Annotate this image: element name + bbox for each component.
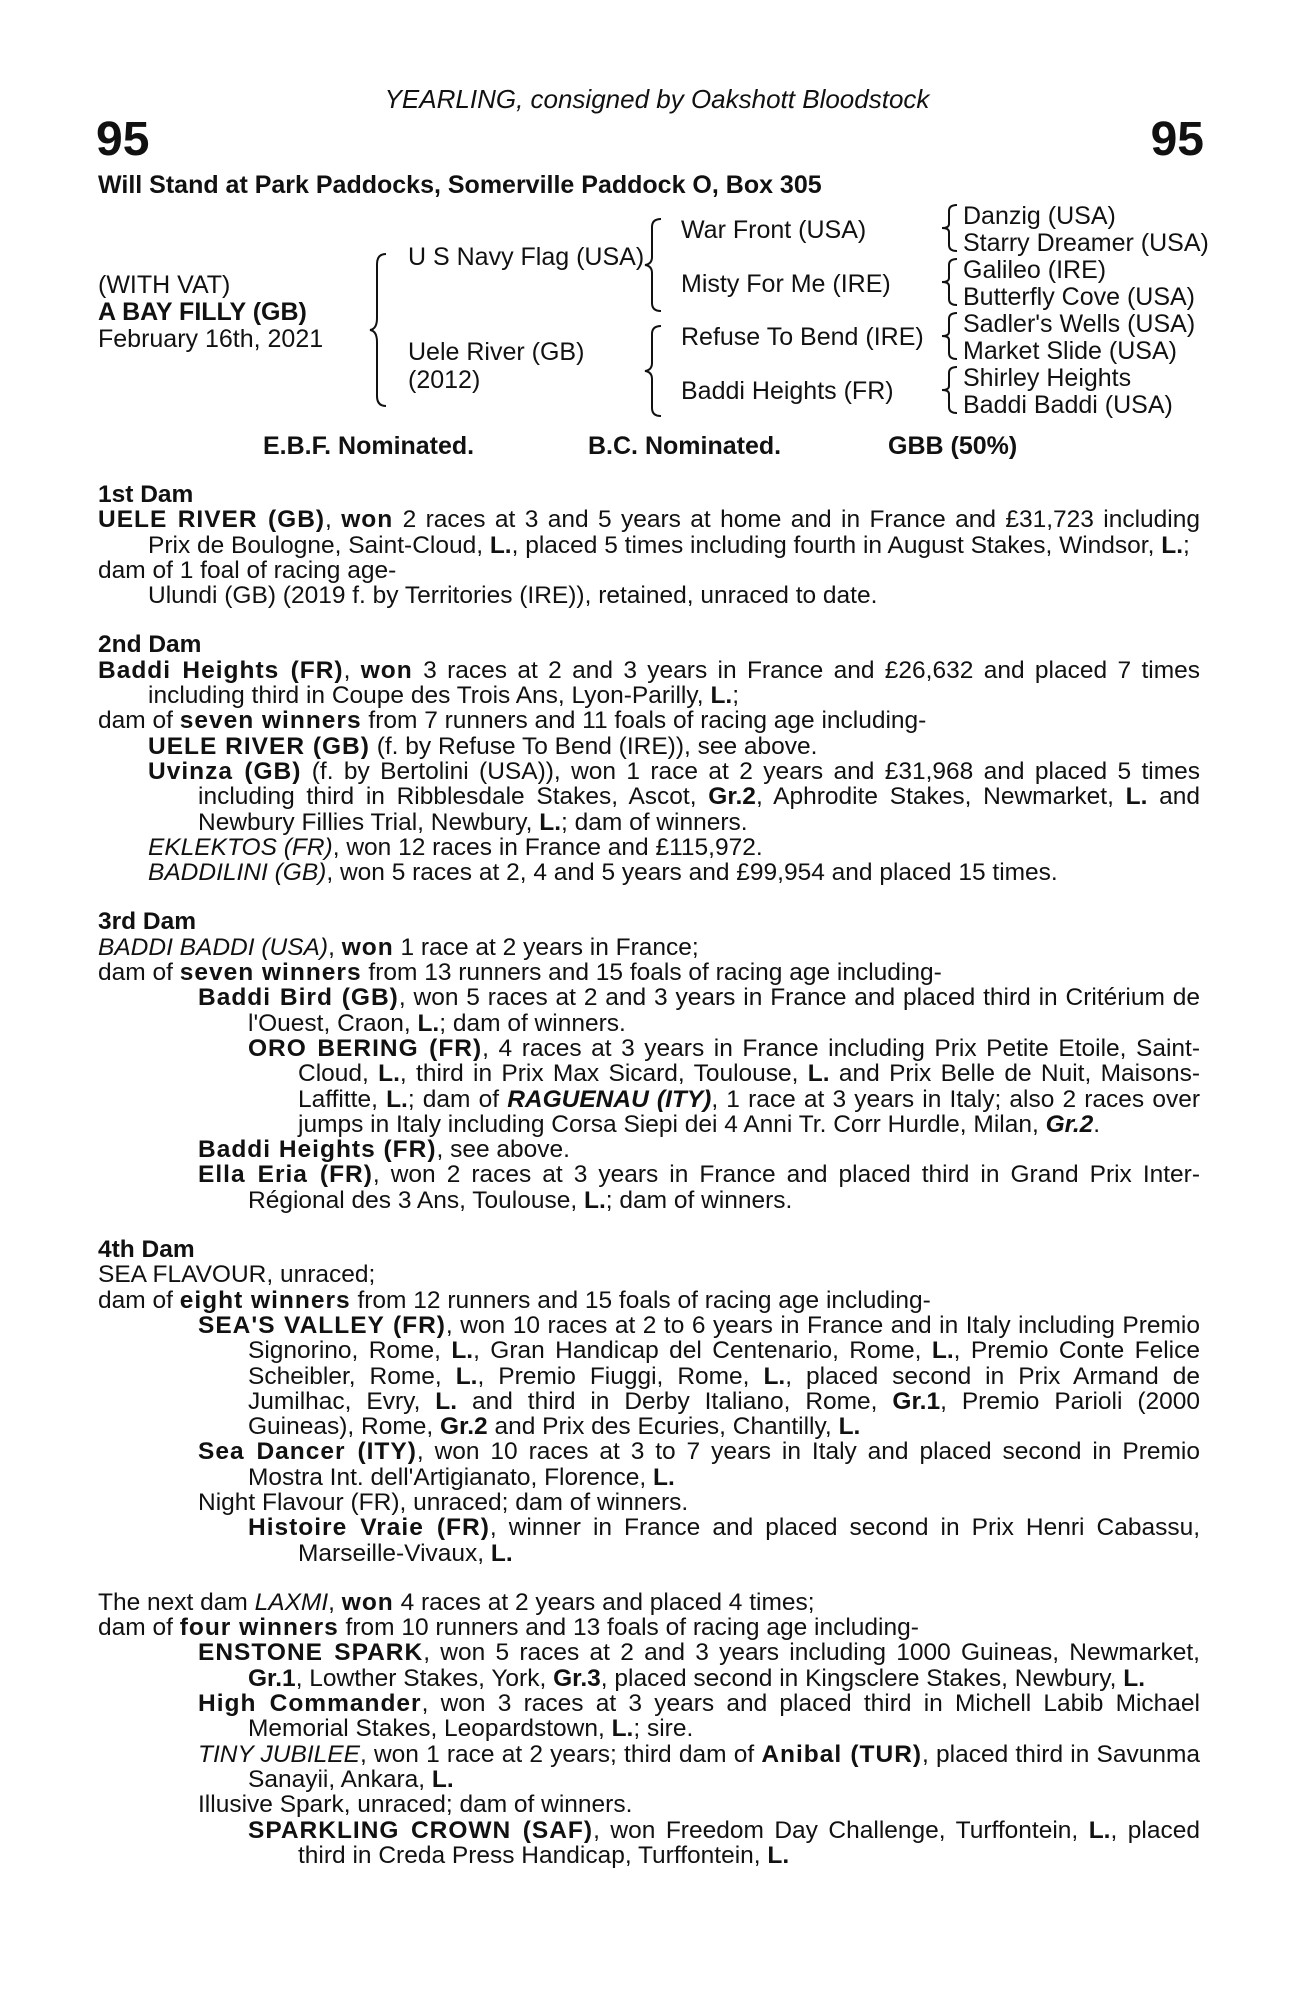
gen3-ssd: Starry Dreamer (USA) bbox=[963, 229, 1209, 257]
pedigree-bracket-3 bbox=[649, 326, 663, 416]
entry-text: ; dam of winners. bbox=[561, 808, 748, 836]
entry-text: . bbox=[1093, 1110, 1101, 1138]
entry-name: EKLEKTOS (FR) bbox=[148, 833, 333, 861]
won-label: won bbox=[360, 656, 413, 684]
listed-mark: L. bbox=[1123, 1664, 1146, 1692]
progeny-name: RAGUENAU (ITY) bbox=[507, 1085, 712, 1113]
entry-text: , Premio Fiuggi, Rome, bbox=[477, 1362, 764, 1390]
entry-text: , winner in France and placed second in Prix Henri Cabassu, Marseille-Vivaux, bbox=[298, 1514, 1201, 1567]
catalogue-body bbox=[98, 482, 1200, 1868]
listed-mark: L. bbox=[417, 1009, 440, 1037]
gen3-dss: Sadler's Wells (USA) bbox=[963, 310, 1196, 338]
dam3-entry-3 bbox=[98, 1162, 1200, 1213]
dam-of-post: from 10 runners and 13 foals of racing age including- bbox=[338, 1614, 919, 1642]
entry-text: and Prix Belle de Nuit, Maisons-Laffitte, bbox=[298, 1060, 1200, 1113]
entry-name: TINY JUBILEE bbox=[198, 1740, 360, 1768]
listed-mark: L. bbox=[1161, 531, 1184, 559]
dam5-pre: The next dam bbox=[98, 1588, 255, 1616]
entry-name: SPARKLING CROWN (SAF) bbox=[248, 1816, 594, 1844]
listed-mark: L. bbox=[378, 1060, 400, 1088]
entry-text: , Lowther Stakes, York, bbox=[295, 1664, 554, 1692]
pedigree-bracket-1 bbox=[374, 254, 388, 406]
entry-text: and third in Derby Italiano, Rome, bbox=[457, 1387, 893, 1415]
dam1-dam-of: dam of 1 foal of racing age- bbox=[98, 556, 397, 584]
entry-text: , won 1 race at 2 years; third dam of bbox=[359, 1740, 762, 1768]
dam2-record: Baddi Heights (FR), won 3 races at 2 and 3 years in France and £26,632 and placed 7 times including third in Coupe des Trois Ans, Lyon-Parilly, L.; bbox=[98, 656, 1200, 710]
dam4-entry-1 bbox=[98, 1313, 1200, 1439]
entry-text: , Gran Handicap del Centenario, Rome, bbox=[473, 1337, 932, 1365]
entry-text: and Newbury Fillies Trial, Newbury, bbox=[198, 783, 1200, 836]
entry-text: , won 5 races at 2, 4 and 5 years and £99,954 and placed 15 times. bbox=[326, 859, 1058, 887]
dam5-entry-4: Illusive Spark, unraced; dam of winners. bbox=[198, 1791, 633, 1819]
dam3-text: 1 race at 2 years in France; bbox=[393, 933, 699, 961]
entry-text: , won 2 races at 3 years in France and placed third in Grand Prix Inter-Régional des 3 Ans, Toulouse, bbox=[248, 1161, 1200, 1214]
stand-location: Will Stand at Park Paddocks, Somerville Paddock O, Box 305 bbox=[98, 171, 822, 199]
dam5-entry-4-progeny bbox=[98, 1818, 1200, 1869]
dam5-dam-of bbox=[98, 1615, 1200, 1640]
won-label: won bbox=[341, 933, 394, 961]
entry-name: ORO BERING (FR) bbox=[248, 1034, 483, 1062]
won-label: won bbox=[341, 506, 394, 534]
lot-number-right: 95 bbox=[1150, 113, 1204, 166]
dam5-comma: , bbox=[328, 1588, 342, 1616]
gen3-dds: Shirley Heights bbox=[963, 364, 1132, 392]
catalogue-subtitle: YEARLING, consigned by Oakshott Bloodstock bbox=[384, 84, 930, 114]
dam2-entry-2 bbox=[98, 759, 1200, 835]
dam4-entry-3-progeny bbox=[98, 1515, 1200, 1566]
listed-mark: L. bbox=[807, 1060, 830, 1088]
dam3-entry-1-progeny bbox=[98, 1036, 1200, 1137]
entry-text: , Aphrodite Stakes, Newmarket, bbox=[755, 783, 1126, 811]
entry-name: Baddi Bird (GB) bbox=[198, 984, 399, 1012]
group-mark: Gr.2 bbox=[708, 783, 756, 811]
dam-of-pre: dam of bbox=[98, 1614, 180, 1642]
winners-count: seven winners bbox=[179, 707, 362, 735]
dam3-dam-of bbox=[98, 960, 1200, 985]
dam2-text: 3 races at 2 and 3 years in France and £26,632 and placed 7 times including third in Coupe des Trois Ans, Lyon-Parilly, bbox=[148, 656, 1200, 710]
dam2-entry-4 bbox=[98, 860, 1200, 885]
dam4-entry-3: Night Flavour (FR), unraced; dam of winners. bbox=[198, 1488, 689, 1516]
dam2-name: Baddi Heights (FR) bbox=[98, 656, 344, 684]
entry-name: UELE RIVER (GB) bbox=[148, 732, 370, 760]
entry-text: , won 5 races at 2 and 3 years including 1000 Guineas, Newmarket, bbox=[423, 1639, 1200, 1667]
progeny-name: Anibal (TUR) bbox=[761, 1740, 923, 1768]
listed-mark: L. bbox=[386, 1085, 408, 1113]
dam5-entry-3 bbox=[98, 1742, 1200, 1793]
dam1-text3: ; bbox=[1183, 531, 1190, 559]
group-mark: Gr.3 bbox=[553, 1664, 601, 1692]
listed-mark: L. bbox=[767, 1841, 790, 1869]
listed-mark: L. bbox=[611, 1715, 634, 1743]
entry-name: High Commander bbox=[198, 1690, 422, 1718]
listed-mark: L. bbox=[431, 1765, 454, 1793]
group-mark: Gr.1 bbox=[248, 1664, 296, 1692]
dam5-entry-2 bbox=[98, 1691, 1200, 1742]
pedigree-bracket-4 bbox=[945, 205, 959, 251]
dam4-heading: 4th Dam bbox=[98, 1236, 195, 1264]
listed-mark: L. bbox=[539, 808, 562, 836]
dam1-heading: 1st Dam bbox=[98, 481, 194, 508]
entry-text: , Premio Parioli (2000 Guineas), Rome, bbox=[248, 1387, 1200, 1441]
dam-dam: Baddi Heights (FR) bbox=[681, 377, 894, 405]
lot-number-left: 95 bbox=[96, 113, 150, 166]
listed-mark: L. bbox=[838, 1413, 861, 1441]
entry-text: , placed third in Savunma Sanayii, Ankara, bbox=[248, 1740, 1201, 1793]
entry-text: , won 12 races in France and £115,972. bbox=[332, 833, 763, 861]
dam2-text2: ; bbox=[732, 682, 740, 710]
dam3-record: BADDI BADDI (USA), won 1 race at 2 years in France; bbox=[98, 933, 699, 961]
entry-name: SEA'S VALLEY (FR) bbox=[198, 1311, 446, 1339]
entry-text: and Prix des Ecuries, Chantilly, bbox=[487, 1413, 839, 1441]
entry-text: ; dam of winners. bbox=[439, 1009, 626, 1037]
dam1-foal: Ulundi (GB) (2019 f. by Territories (IRE)), retained, unraced to date. bbox=[148, 582, 878, 610]
entry-text: , won 10 races at 3 to 7 years in Italy and placed second in Premio Mostra Int. dell'Artigianato, Florence, bbox=[248, 1438, 1200, 1491]
entry-text: , Premio Conte Felice Scheibler, Rome, bbox=[248, 1337, 1201, 1390]
dam3-entry-1 bbox=[98, 985, 1200, 1036]
dam4-entry-2 bbox=[98, 1439, 1200, 1490]
entry-name: ENSTONE SPARK bbox=[198, 1639, 424, 1667]
dam-of-pre: dam of bbox=[98, 959, 180, 987]
gen3-sss: Danzig (USA) bbox=[963, 202, 1116, 230]
dam1-name: UELE RIVER (GB) bbox=[98, 506, 326, 534]
listed-mark: L. bbox=[1125, 783, 1148, 811]
entry-text: , third in Prix Max Sicard, Toulouse, bbox=[399, 1060, 808, 1088]
entry-text: , placed third in Creda Press Handicap, Turffontein, bbox=[298, 1816, 1201, 1869]
entry-text: , won 10 races at 2 to 6 years in France and in Italy including Premio Signorino, Rome, bbox=[248, 1311, 1200, 1365]
entry-text: , won 3 races at 3 years and placed third in Michell Labib Michael Memorial Stakes, Leopardstown, bbox=[248, 1690, 1201, 1743]
group-mark: Gr.2 bbox=[440, 1413, 488, 1441]
entry-text: (f. by Refuse To Bend (IRE)), see above. bbox=[369, 732, 818, 760]
pedigree-bracket-7 bbox=[945, 367, 959, 413]
listed-mark: L. bbox=[763, 1362, 786, 1390]
listed-mark: L. bbox=[490, 1539, 513, 1567]
dam3-name: BADDI BADDI (USA) bbox=[98, 933, 329, 961]
dam-of-post: from 13 runners and 15 foals of racing age including- bbox=[361, 959, 942, 987]
dam3-entry-2 bbox=[98, 1137, 1200, 1162]
sire-sire: War Front (USA) bbox=[681, 216, 867, 244]
foaling-date: February 16th, 2021 bbox=[98, 325, 324, 353]
dam5-entry-1 bbox=[98, 1640, 1200, 1691]
entry-name: Uvinza (GB) bbox=[148, 757, 302, 785]
dam2-entry-1 bbox=[98, 734, 1200, 759]
dam-name: Uele River (GB) bbox=[408, 338, 585, 366]
entry-text: , see above. bbox=[436, 1136, 570, 1164]
sire-dam: Misty For Me (IRE) bbox=[681, 270, 891, 298]
entry-name: Sea Dancer (ITY) bbox=[198, 1438, 417, 1466]
dam1-text: 2 races at 3 and 5 years at home and in France and £31,723 including Prix de Boulogne, Saint-Cloud, bbox=[148, 506, 1200, 559]
dam-of-pre: dam of bbox=[98, 707, 180, 735]
entry-name: Ella Eria (FR) bbox=[198, 1161, 373, 1189]
listed-mark: L. bbox=[931, 1337, 954, 1365]
gen3-dsd: Market Slide (USA) bbox=[963, 337, 1177, 365]
entry-text: , placed second in Kingsclere Stakes, Newbury, bbox=[600, 1664, 1124, 1692]
group-mark: Gr.1 bbox=[892, 1387, 941, 1415]
listed-mark: L. bbox=[653, 1463, 675, 1491]
dam-of-post: from 12 runners and 15 foals of racing age including- bbox=[350, 1286, 931, 1314]
listed-mark: L. bbox=[710, 682, 733, 710]
entry-text: ; dam of winners. bbox=[605, 1186, 793, 1214]
entry-text: , placed second in Prix Armand de Jumilhac, Evry, bbox=[248, 1362, 1201, 1415]
dam5-name: LAXMI bbox=[254, 1588, 329, 1616]
bc-nomination: B.C. Nominated. bbox=[588, 432, 782, 460]
vat-note: (WITH VAT) bbox=[98, 271, 231, 299]
dam3-heading: 3rd Dam bbox=[98, 908, 197, 936]
lot-title: A BAY FILLY (GB) bbox=[98, 298, 307, 326]
dam-of-post: from 7 runners and 11 foals of racing age including- bbox=[361, 707, 927, 735]
entry-text: , 1 race at 3 years in Italy; also 2 races over jumps in Italy including Corsa Siepi dei 4 Anni Tr. Corr Hurdle, Milan, bbox=[298, 1085, 1200, 1138]
dam1-text2: , placed 5 times including fourth in August Stakes, Windsor, bbox=[511, 531, 1162, 559]
entry-name: Histoire Vraie (FR) bbox=[248, 1514, 490, 1542]
dam5-record bbox=[98, 1590, 1200, 1615]
won-label: won bbox=[341, 1588, 394, 1616]
dam4-record: SEA FLAVOUR, unraced; bbox=[98, 1261, 376, 1289]
entry-text: ; sire. bbox=[633, 1715, 694, 1743]
dam-of-pre: dam of bbox=[98, 1286, 180, 1314]
dam2-entry-3 bbox=[98, 835, 1200, 860]
gen3-sds: Galileo (IRE) bbox=[963, 256, 1107, 284]
entry-name: BADDILINI (GB) bbox=[148, 859, 327, 887]
listed-mark: L. bbox=[1088, 1816, 1111, 1844]
entry-text: (f. by Bertolini (USA)), won 1 race at 2 years and £31,968 and placed 5 times including third in Ribblesdale Stakes, Ascot, bbox=[198, 757, 1200, 811]
winners-count: four winners bbox=[179, 1614, 339, 1642]
dam5-text: 4 races at 2 years and placed 4 times; bbox=[393, 1588, 815, 1616]
listed-mark: L. bbox=[455, 1362, 478, 1390]
gbb-note: GBB (50%) bbox=[888, 432, 1018, 460]
entry-text: , won Freedom Day Challenge, Turffontein, bbox=[593, 1816, 1089, 1844]
listed-mark: L. bbox=[489, 531, 512, 559]
listed-mark: L. bbox=[435, 1387, 458, 1415]
ebf-nomination: E.B.F. Nominated. bbox=[263, 432, 475, 460]
listed-mark: L. bbox=[583, 1186, 606, 1214]
gen3-ddd: Baddi Baddi (USA) bbox=[963, 391, 1173, 419]
sire-name: U S Navy Flag (USA) bbox=[408, 243, 645, 271]
winners-count: eight winners bbox=[179, 1286, 351, 1314]
pedigree-bracket-5 bbox=[945, 259, 959, 305]
entry-text: , won 5 races at 2 and 3 years in France and placed third in Critérium de l'Ouest, Craon, bbox=[248, 984, 1200, 1037]
entry-text: ; dam of bbox=[407, 1085, 508, 1113]
pedigree-bracket-6 bbox=[945, 313, 959, 359]
winners-count: seven winners bbox=[179, 959, 362, 987]
listed-mark: L. bbox=[451, 1337, 474, 1365]
group-mark: Gr.2 bbox=[1045, 1110, 1094, 1138]
dam2-dam-of bbox=[98, 708, 1200, 733]
dam2-heading: 2nd Dam bbox=[98, 631, 202, 659]
gen3-sdd: Butterfly Cove (USA) bbox=[963, 283, 1196, 311]
pedigree-bracket-2 bbox=[649, 219, 663, 311]
entry-text: , 4 races at 3 years in France including Prix Petite Etoile, Saint-Cloud, bbox=[298, 1034, 1200, 1088]
dam-sire: Refuse To Bend (IRE) bbox=[681, 323, 924, 351]
dam4-dam-of bbox=[98, 1288, 1200, 1313]
dam1-record: UELE RIVER (GB), won 2 races at 3 and 5 years at home and in France and £31,723 including Prix de Boulogne, Saint-Cloud, L., placed 5 times including fourth in August Stakes, Windsor, L.; bbox=[98, 506, 1200, 559]
dam-year: (2012) bbox=[408, 366, 481, 394]
entry-name: Baddi Heights (FR) bbox=[198, 1136, 437, 1164]
